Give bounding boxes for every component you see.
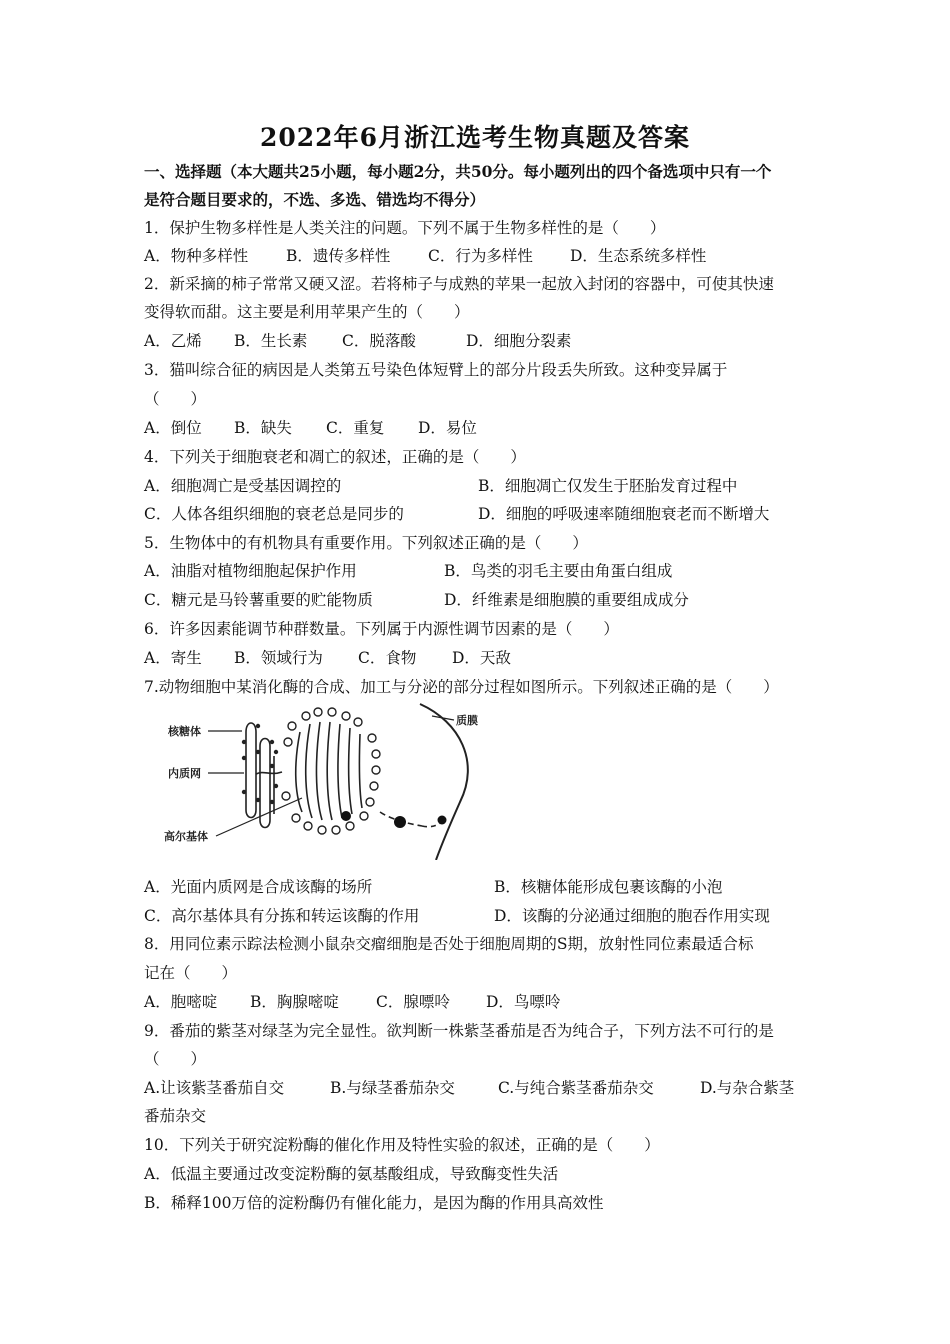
q4-option-d: D．细胞的呼吸速率随细胞衰老而不断增大 [478, 505, 770, 523]
secretory-vesicle-1 [341, 811, 351, 821]
q6-option-b: B．领域行为 [234, 649, 323, 667]
question-6-stem: 6．许多因素能调节种群数量。下列属于内源性调节因素的是（ ） [144, 620, 619, 638]
question-2-stem-cont: 变得软而甜。这主要是利用苹果产生的（ ） [144, 303, 470, 321]
golgi-stack [296, 722, 362, 820]
q9-option-a: A.让该紫茎番茄自交 [144, 1079, 285, 1097]
question-3-stem-cont: （ ） [144, 390, 207, 408]
question-8-stem-cont: 记在（ ） [144, 964, 238, 982]
label-er: 内质网 [168, 767, 201, 780]
q9-option-d: D.与杂合紫茎 [700, 1079, 795, 1097]
question-1-stem: 1．保护生物多样性是人类关注的问题。下列不属于生物多样性的是（ ） [144, 219, 666, 237]
q3-option-b: B．缺失 [234, 419, 292, 437]
question-9-stem-cont: （ ） [144, 1050, 207, 1068]
section-heading: 一、选择题（本大题共25小题，每小题2分，共50分。每小题列出的四个备选项中只有一个 [144, 162, 772, 181]
q4-option-b: B．细胞凋亡仅发生于胚胎发育过程中 [478, 477, 738, 495]
q4-option-a: A．细胞凋亡是受基因调控的 [144, 477, 342, 495]
q1-option-d: D．生态系统多样性 [570, 247, 707, 265]
q8-option-c: C．腺嘌呤 [376, 993, 450, 1011]
label-ribosome: 核糖体 [168, 725, 201, 738]
q9-option-b: B.与绿茎番茄杂交 [330, 1079, 455, 1097]
q5-option-c: C．糖元是马铃薯重要的贮能物质 [144, 591, 373, 609]
q8-option-b: B．胸腺嘧啶 [250, 993, 339, 1011]
q2-option-c: C．脱落酸 [342, 332, 416, 350]
q3-option-d: D．易位 [418, 419, 477, 437]
plasma-membrane [420, 704, 468, 860]
q8-option-a: A．胞嘧啶 [144, 993, 218, 1011]
q7-option-c: C．高尔基体具有分拣和转运该酶的作用 [144, 907, 420, 925]
page-title: 2022年6月浙江选考生物真题及答案 [260, 123, 690, 152]
section-heading-cont: 是符合题目要求的，不选、多选、错选均不得分） [144, 190, 486, 209]
q4-option-c: C．人体各组织细胞的衰老总是同步的 [144, 505, 404, 523]
q5-option-a: A．油脂对植物细胞起保护作用 [144, 562, 357, 580]
label-membrane: 质膜 [456, 714, 478, 727]
q1-option-c: C．行为多样性 [428, 247, 533, 265]
pointer-golgi [216, 798, 302, 836]
q9-option-c: C.与纯合紫茎番茄杂交 [498, 1079, 654, 1097]
question-10-stem: 10．下列关于研究淀粉酶的催化作用及特性实验的叙述，正确的是（ ） [144, 1136, 660, 1154]
enzyme-secretion-diagram [160, 702, 490, 860]
q6-option-a: A．寄生 [144, 649, 202, 667]
q10-option-a: A．低温主要通过改变淀粉酶的氨基酸组成，导致酶变性失活 [144, 1165, 559, 1183]
q3-option-a: A．倒位 [144, 419, 202, 437]
q7-option-a: A．光面内质网是合成该酶的场所 [144, 878, 373, 896]
exocytosis-vesicle [438, 816, 447, 825]
question-5-stem: 5．生物体中的有机物具有重要作用。下列叙述正确的是（ ） [144, 534, 588, 552]
question-3-stem: 3．猫叫综合征的病因是人类第五号染色体短臂上的部分片段丢失所致。这种变异属于 [144, 361, 728, 379]
q8-option-d: D．鸟嘌呤 [486, 993, 561, 1011]
er-tubules [246, 723, 282, 828]
q2-option-a: A．乙烯 [144, 332, 202, 350]
q6-option-d: D．天敌 [452, 649, 511, 667]
secretory-vesicle-2 [394, 816, 406, 828]
q5-option-d: D．纤维素是细胞膜的重要组成成分 [444, 591, 689, 609]
question-8-stem: 8．用同位素示踪法检测小鼠杂交瘤细胞是否处于细胞周期的S期，放射性同位素最适合标 [144, 935, 754, 953]
question-7-stem: 7.动物细胞中某消化酶的合成、加工与分泌的部分过程如图所示。下列叙述正确的是（ ） [144, 678, 779, 696]
q1-option-b: B．遗传多样性 [286, 247, 391, 265]
question-2-stem: 2．新采摘的柿子常常又硬又涩。若将柿子与成熟的苹果一起放入封闭的容器中，可使其快速 [144, 275, 774, 293]
question-4-stem: 4．下列关于细胞衰老和凋亡的叙述，正确的是（ ） [144, 448, 526, 466]
question-9-stem: 9．番茄的紫茎对绿茎为完全显性。欲判断一株紫茎番茄是否为纯合子，下列方法不可行的是 [144, 1022, 774, 1040]
q3-option-c: C．重复 [326, 419, 385, 437]
q2-option-b: B．生长素 [234, 332, 308, 350]
q1-option-a: A．物种多样性 [144, 247, 249, 265]
q7-option-d: D．该酶的分泌通过细胞的胞吞作用实现 [494, 907, 770, 925]
q9-option-d-cont: 番茄杂交 [144, 1107, 207, 1125]
label-golgi: 高尔基体 [164, 830, 208, 843]
q2-option-d: D．细胞分裂素 [466, 332, 572, 350]
q10-option-b: B．稀释100万倍的淀粉酶仍有催化能力，是因为酶的作用具高效性 [144, 1194, 604, 1212]
q5-option-b: B．鸟类的羽毛主要由角蛋白组成 [444, 562, 673, 580]
q6-option-c: C．食物 [358, 649, 417, 667]
q7-option-b: B．核糖体能形成包裹该酶的小泡 [494, 878, 723, 896]
